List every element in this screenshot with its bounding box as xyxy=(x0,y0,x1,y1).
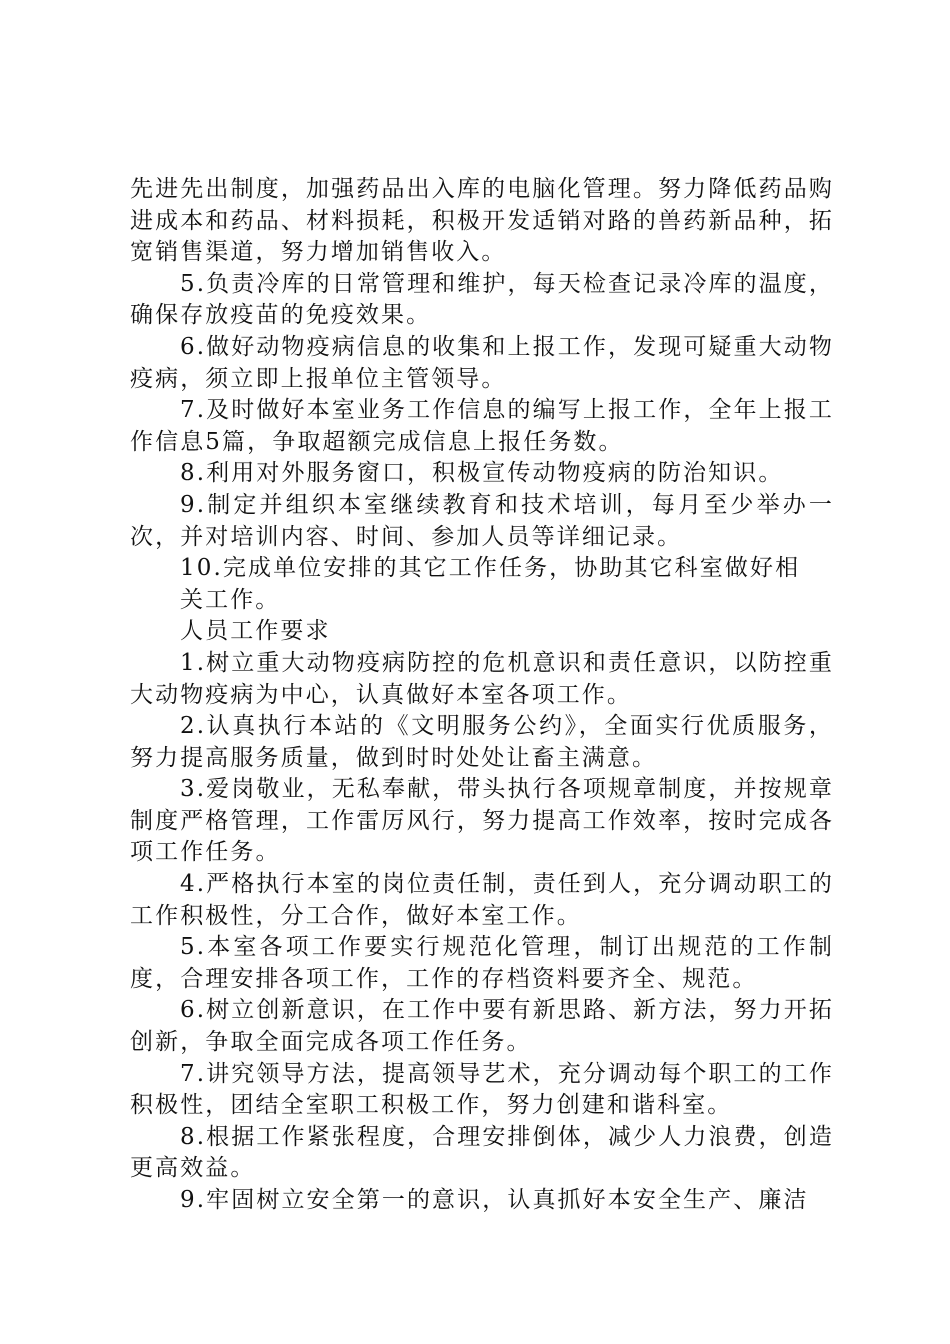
paragraph-item-5: 5.负责冷库的日常管理和维护，每天检查记录冷库的温度，确保存放疫苗的免疫效果。 xyxy=(130,270,834,329)
paragraph-item-7: 7.及时做好本室业务工作信息的编写上报工作，全年上报工作信息5篇，争取超额完成信息上报任务数。 xyxy=(130,397,834,455)
paragraph-item-9: 9.制定并组织本室继续教育和技术培训，每月至少举办一次，并对培训内容、时间、参加人员等详细记录。 xyxy=(130,491,834,550)
section-heading: 人员工作要求 xyxy=(180,618,331,645)
paragraph-item-10-line2: 关工作。 xyxy=(180,586,281,613)
requirement-item-1: 1.树立重大动物疫病防控的危机意识和责任意识，以防控重大动物疫病为中心，认真做好本室各项工作。 xyxy=(130,649,834,708)
requirement-item-2: 2.认真执行本站的《文明服务公约》，全面实行优质服务，努力提高服务质量，做到时时处处让畜主满意。 xyxy=(130,713,834,771)
paragraph-continuation: 先进先出制度，加强药品出入库的电脑化管理。努力降低药品购进成本和药品、材料损耗，积极开发适销对路的兽药新品种，拓宽销售渠道，努力增加销售收入。 xyxy=(130,176,834,266)
requirement-item-6: 6.树立创新意识，在工作中要有新思路、新方法，努力开拓创新，争取全面完成各项工作任务。 xyxy=(130,997,834,1056)
paragraph-item-6: 6.做好动物疫病信息的收集和上报工作，发现可疑重大动物疫病，须立即上报单位主管领导。 xyxy=(130,333,834,392)
requirement-item-5: 5.本室各项工作要实行规范化管理，制订出规范的工作制度，合理安排各项工作，工作的存档资料要齐全、规范。 xyxy=(130,934,834,992)
requirement-item-3: 3.爱岗敬业，无私奉献，带头执行各项规章制度，并按规章制度严格管理，工作雷厉风行，努力提高工作效率，按时完成各项工作任务。 xyxy=(130,776,834,866)
requirement-item-4: 4.严格执行本室的岗位责任制，责任到人，充分调动职工的工作积极性，分工合作，做好本室工作。 xyxy=(130,871,834,929)
requirement-item-9: 9.牢固树立安全第一的意识，认真抓好本安全生产、廉洁 xyxy=(180,1187,809,1213)
paragraph-item-8: 8.利用对外服务窗口，积极宣传动物疫病的防治知识。 xyxy=(180,460,784,487)
requirement-item-7: 7.讲究领导方法，提高领导艺术，充分调动每个职工的工作积极性，团结全室职工积极工作，努力创建和谐科室。 xyxy=(130,1060,834,1119)
paragraph-item-10-line1: 10.完成单位安排的其它工作任务，协助其它科室做好相 xyxy=(180,555,801,582)
requirement-item-8: 8.根据工作紧张程度，合理安排倒体，减少人力浪费，创造更高效益。 xyxy=(130,1123,834,1182)
document-body xyxy=(130,174,834,1217)
